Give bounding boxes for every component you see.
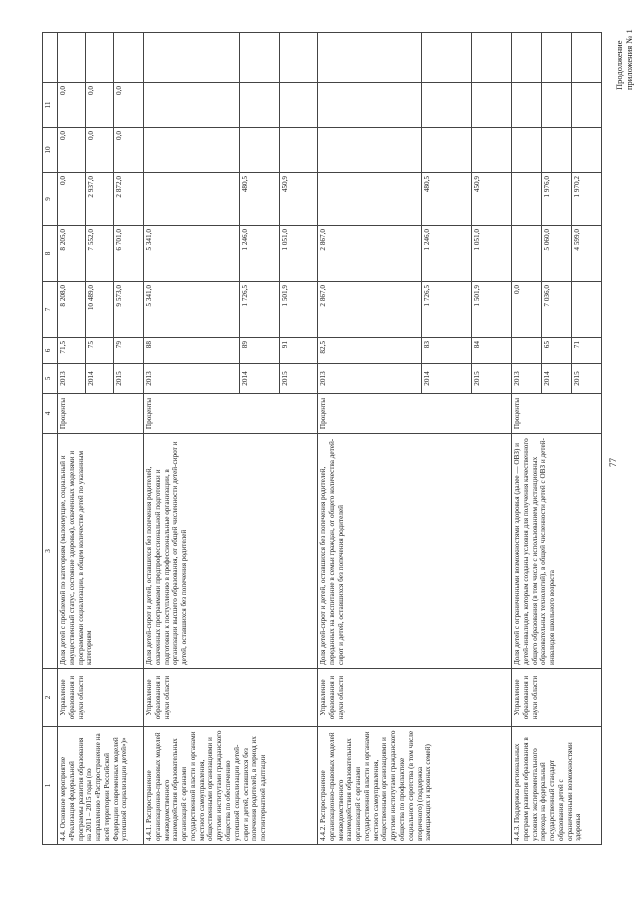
measure-cell: 4.4.1. Распространение организационно-правовых моделей межведомственного взаимодействия образовательных организаций с органами государственной власти и органами местного самоуправления, общественными организациями и другими институтами гражданского общества по обеспечению успешной социализации детей-сирот и детей, оставшихся без попечения родителей, в период их постинтернатной адаптации <box>144 727 318 845</box>
value-cell <box>572 83 602 128</box>
value-cell <box>318 128 422 173</box>
page-number: 77 <box>608 458 618 467</box>
table-row <box>144 33 240 845</box>
value-cell: 0,0 <box>114 83 144 128</box>
measure-cell: 4.4.2. Распространение организационно-правовых моделей межведомственного взаимодействия образовательных организаций с органами государственной власти и органами местного самоуправления, общественными организациями и другими институтами гражданского общества по профилактике социального сиротства (в том числе вторичного) (поддержка замещающих и кровных семей) <box>318 727 512 845</box>
col-number: 7 <box>43 282 58 338</box>
spare-cell <box>58 33 86 83</box>
value-cell <box>280 128 318 173</box>
value-cell <box>144 173 240 226</box>
spare-cell <box>240 33 280 83</box>
value-cell: 7 552,0 <box>86 226 114 282</box>
year-cell: 2014 <box>86 364 114 394</box>
value-cell: 480,5 <box>422 173 472 226</box>
year-cell: 2015 <box>114 364 144 394</box>
value-cell <box>144 83 240 128</box>
value-cell: 71 <box>572 338 602 364</box>
value-cell: 0,0 <box>58 83 86 128</box>
col-number: 10 <box>43 128 58 173</box>
spare-cell <box>86 33 114 83</box>
value-cell: 75 <box>86 338 114 364</box>
spare-cell <box>542 33 572 83</box>
value-cell: 1 501,9 <box>472 282 512 338</box>
value-cell: 0,0 <box>114 128 144 173</box>
table-row <box>58 33 86 845</box>
value-cell: 1 246,0 <box>422 226 472 282</box>
value-cell: 1 051,0 <box>280 226 318 282</box>
executor-cell: Управление образования и науки области <box>318 669 512 727</box>
measure-cell: 4.4.3. Поддержка региональных программ развития образования в условиях экспериментального перехода на федеральный государственный стандарт образования детей с ограниченными возможностями здоровья <box>512 727 602 845</box>
col-number: 2 <box>43 669 58 727</box>
value-cell <box>318 173 422 226</box>
value-cell <box>512 128 542 173</box>
value-cell <box>512 226 542 282</box>
value-cell: 2 867,0 <box>318 282 422 338</box>
continuation-note: Продолжение приложения № 1 <box>614 29 634 90</box>
value-cell <box>422 83 472 128</box>
value-cell: 1 726,5 <box>422 282 472 338</box>
spare-cell <box>114 33 144 83</box>
col-number: 6 <box>43 338 58 364</box>
value-cell: 84 <box>472 338 512 364</box>
indicator-cell: Доля детей с ограниченными возможностями здоровья (далее — ОВЗ) и детей-инвалидов, которым созданы условия для получения качественного общего образования (в том числе с использованием дистанционных образовательных технологий), в общей численности детей с ОВЗ и детей-инвалидов школьного возраста <box>512 434 602 669</box>
year-cell: 2013 <box>58 364 86 394</box>
table-row <box>512 33 542 845</box>
executor-cell: Управление образования и науки области <box>144 669 318 727</box>
value-cell <box>422 128 472 173</box>
value-cell: 88 <box>144 338 240 364</box>
value-cell: 89 <box>240 338 280 364</box>
unit-cell: Проценты <box>144 394 318 434</box>
value-cell <box>472 128 512 173</box>
value-cell: 2 872,0 <box>114 173 144 226</box>
unit-cell: Проценты <box>58 394 144 434</box>
executor-cell: Управление образования и науки области <box>512 669 602 727</box>
year-cell: 2013 <box>144 364 240 394</box>
value-cell: 1 976,0 <box>542 173 572 226</box>
value-cell: 82,5 <box>318 338 422 364</box>
measure-cell: 4.4. Основное мероприятие «Реализация федеральной программы развития образования на 2011 – 2015 годы (по направлению «Распространение на всей территории Российской Федерации современных моделей успешной социализации детей»)» <box>58 727 144 845</box>
col-number: 5 <box>43 364 58 394</box>
value-cell <box>144 128 240 173</box>
col-number: 4 <box>43 394 58 434</box>
value-cell: 5 060,0 <box>542 226 572 282</box>
value-cell: 10 489,0 <box>86 282 114 338</box>
value-cell: 2 937,0 <box>86 173 114 226</box>
appendix-table <box>42 32 602 845</box>
value-cell <box>572 282 602 338</box>
year-cell: 2014 <box>240 364 280 394</box>
value-cell: 65 <box>542 338 572 364</box>
value-cell <box>240 83 280 128</box>
year-cell: 2013 <box>512 364 542 394</box>
value-cell <box>572 128 602 173</box>
value-cell: 1 726,5 <box>240 282 280 338</box>
year-cell: 2013 <box>318 364 422 394</box>
column-number-row <box>43 33 58 845</box>
value-cell: 1 051,0 <box>472 226 512 282</box>
col-number: 8 <box>43 226 58 282</box>
unit-cell: Проценты <box>318 394 512 434</box>
value-cell: 0,0 <box>58 173 86 226</box>
spare-cell <box>280 33 318 83</box>
indicator-cell: Доля детей-сирот и детей, оставшихся без попечения родителей, переданных на воспитание в семьи граждан, от общего количества детей-сирот и детей, оставшихся без попечения родителей <box>318 434 512 669</box>
value-cell: 83 <box>422 338 472 364</box>
spare-cell <box>572 33 602 83</box>
value-cell: 6 701,0 <box>114 226 144 282</box>
value-cell: 480,5 <box>240 173 280 226</box>
value-cell: 8 205,0 <box>58 226 86 282</box>
value-cell: 9 573,0 <box>114 282 144 338</box>
year-cell: 2014 <box>422 364 472 394</box>
table-row <box>318 33 422 845</box>
indicator-cell: Доля детей с проблемой по категориям (малоимущие, социальный и имущественный статус, состояние здоровья), охваченных моделями и программами социализации, в общем количестве детей по указанным категориям <box>58 434 144 669</box>
value-cell: 1 246,0 <box>240 226 280 282</box>
value-cell: 0,0 <box>86 128 114 173</box>
year-cell: 2014 <box>542 364 572 394</box>
spare-cell <box>422 33 472 83</box>
value-cell: 91 <box>280 338 318 364</box>
value-cell <box>542 128 572 173</box>
value-cell: 450,9 <box>472 173 512 226</box>
value-cell: 1 970,2 <box>572 173 602 226</box>
spare-cell <box>318 33 422 83</box>
spare-cell <box>472 33 512 83</box>
value-cell <box>472 83 512 128</box>
value-cell: 1 501,9 <box>280 282 318 338</box>
unit-cell: Проценты <box>512 394 602 434</box>
value-cell: 71,5 <box>58 338 86 364</box>
value-cell: 5 341,0 <box>144 282 240 338</box>
value-cell <box>512 173 542 226</box>
value-cell: 79 <box>114 338 144 364</box>
value-cell <box>240 128 280 173</box>
value-cell: 5 341,0 <box>144 226 240 282</box>
indicator-cell: Доля детей-сирот и детей, оставшихся без попечения родителей, охваченных программами предпрофессиональной подготовки и подготовки к поступлению в профессиональные организации, в организации высшего образования, от общей численности детей-сирот и детей, оставшихся без попечения родителей <box>144 434 318 669</box>
value-cell: 0,0 <box>512 282 542 338</box>
col-number-spare <box>43 33 58 83</box>
year-cell: 2015 <box>472 364 512 394</box>
executor-cell: Управление образования и науки области <box>58 669 144 727</box>
year-cell: 2015 <box>572 364 602 394</box>
col-number: 3 <box>43 434 58 669</box>
spare-cell <box>144 33 240 83</box>
value-cell: 0,0 <box>58 128 86 173</box>
col-number: 9 <box>43 173 58 226</box>
col-number: 1 <box>43 727 58 845</box>
value-cell <box>280 83 318 128</box>
year-cell: 2015 <box>280 364 318 394</box>
value-cell <box>512 338 542 364</box>
spare-cell <box>512 33 542 83</box>
value-cell: 8 208,0 <box>58 282 86 338</box>
value-cell: 2 867,0 <box>318 226 422 282</box>
value-cell <box>318 83 422 128</box>
value-cell: 4 599,0 <box>572 226 602 282</box>
value-cell <box>512 83 542 128</box>
value-cell: 7 036,0 <box>542 282 572 338</box>
value-cell: 450,9 <box>280 173 318 226</box>
value-cell <box>542 83 572 128</box>
col-number: 11 <box>43 83 58 128</box>
value-cell: 0,0 <box>86 83 114 128</box>
